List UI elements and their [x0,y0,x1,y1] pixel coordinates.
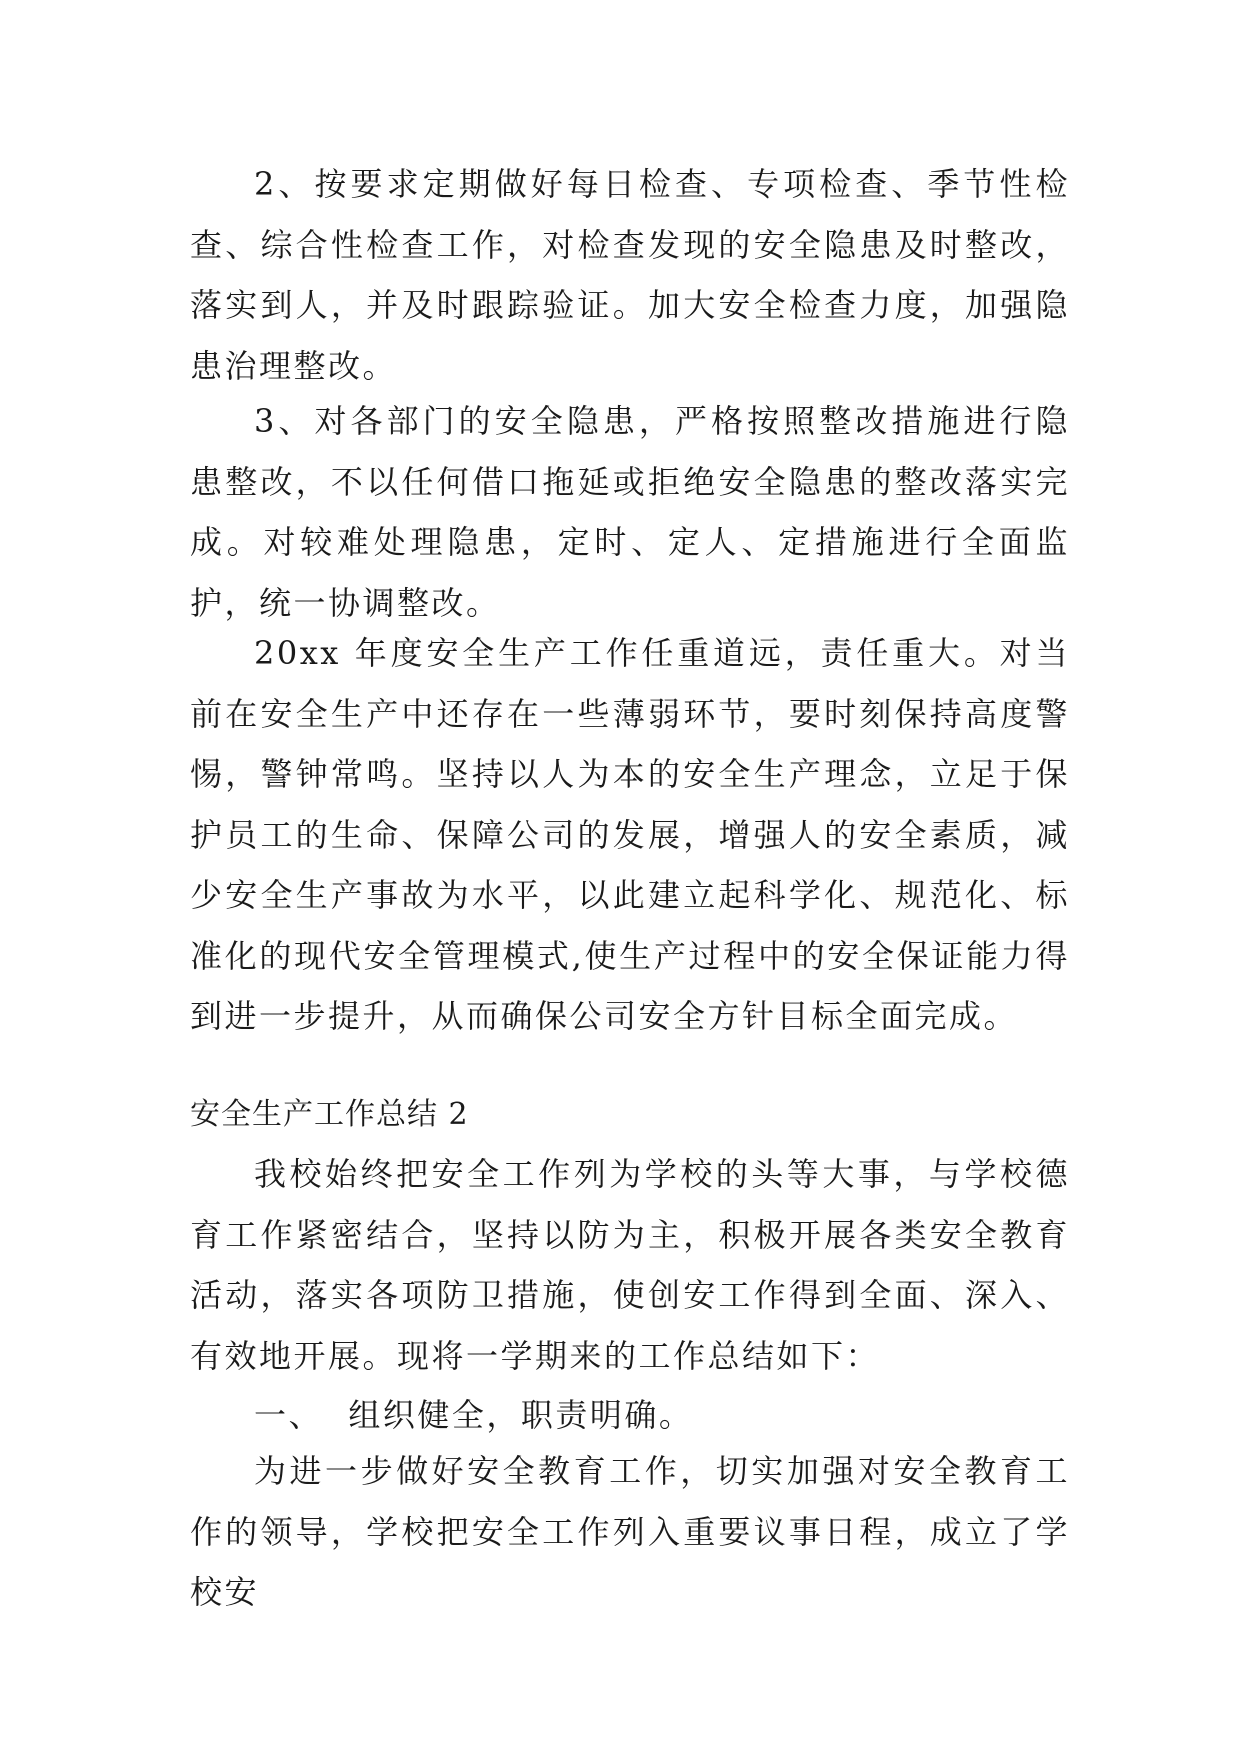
paragraph-inspection: 2、按要求定期做好每日检查、专项检查、季节性检查、综合性检查工作，对检查发现的安全隐患及时整改，落实到人，并及时跟踪验证。加大安全检查力度，加强隐患治理整改。 [190,165,1070,385]
paragraph-rectification: 3、对各部门的安全隐患，严格按照整改措施进行隐患整改，不以任何借口拖延或拒绝安全隐患的整改落实完成。对较难处理隐患，定时、定人、定措施进行全面监护，统一协调整改。 [190,402,1070,622]
paragraph-annual-outlook: 20xx 年度安全生产工作任重道远，责任重大。对当前在安全生产中还存在一些薄弱环节，要时刻保持高度警惕，警钟常鸣。坚持以人为本的安全生产理念，立足于保护员工的生命、保障公司的发展，增强人的安全素质，减少安全生产事故为水平，以此建立起科学化、规范化、标准化的现代安全管理模式,使生产过程中的安全保证能力得到进一步提升，从而确保公司安全方针目标全面完成。 [190,634,1070,1035]
paragraph-school-intro: 我校始终把安全工作列为学校的头等大事，与学校德育工作紧密结合，坚持以防为主，积极开展各类安全教育活动，落实各项防卫措施，使创安工作得到全面、深入、有效地开展。现将一学期来的工作总结如下： [190,1155,1070,1375]
section-title: 安全生产工作总结 2 [190,1097,469,1132]
paragraph-leadership: 为进一步做好安全教育工作，切实加强对安全教育工作的领导，学校把安全工作列入重要议事日程，成立了学校安 [190,1452,1070,1611]
list-item-organization: 一、 组织健全，职责明确。 [254,1396,694,1434]
